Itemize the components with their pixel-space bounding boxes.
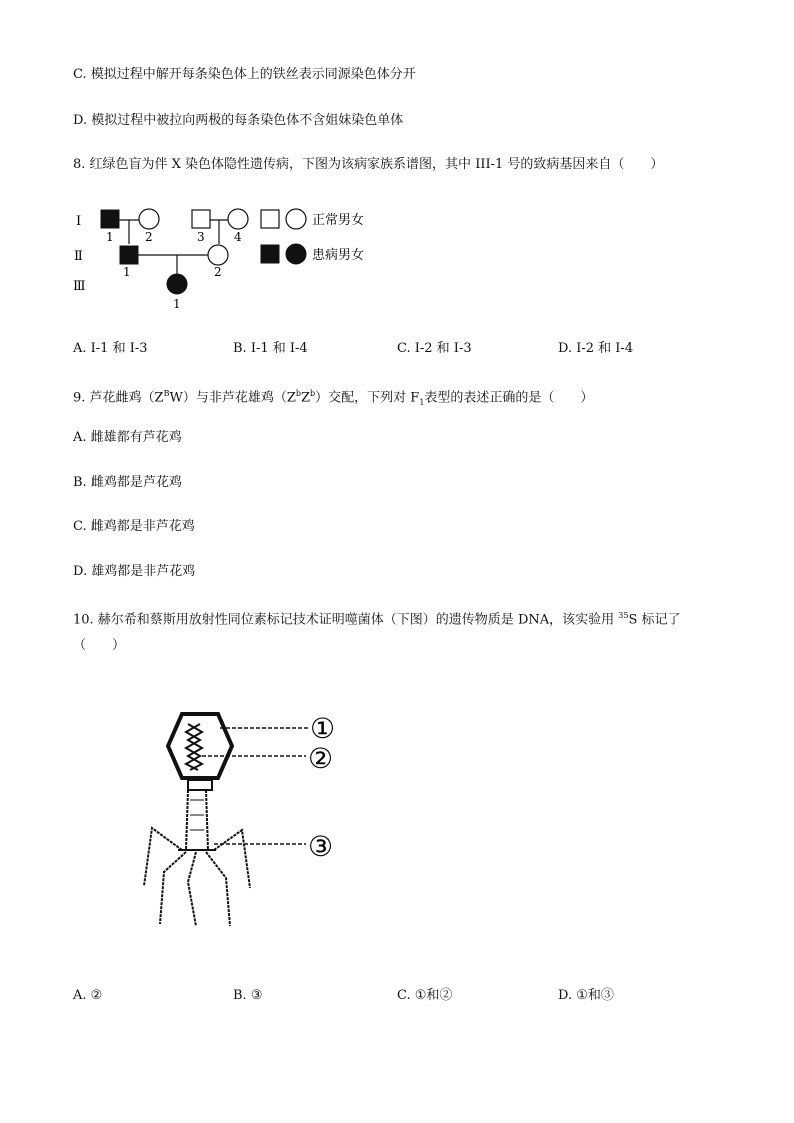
q9-stem-mid-1: W）与非芦花雄鸡（Z xyxy=(169,390,296,406)
pedigree-i4-normal-female xyxy=(228,209,248,229)
phage-figure xyxy=(130,700,360,940)
q10-sup: 35 xyxy=(618,611,629,620)
q9-stem-mid-3: ）交配，下列对 F xyxy=(315,390,420,406)
generation-label-i: Ⅰ xyxy=(76,214,82,229)
q9-sup-1: B xyxy=(163,389,170,398)
pedigree-iii1-affected-female xyxy=(167,274,187,294)
q7-option-d: D. 模拟过程中被拉向两极的每条染色体不含姐妹染色单体 xyxy=(73,113,404,128)
legend-normal-label: 正常男女 xyxy=(312,213,365,228)
phage-label-3: ③ xyxy=(308,830,334,863)
pedigree-i2-normal-female xyxy=(139,209,159,229)
label-i3: 3 xyxy=(197,230,205,244)
q9-option-c: C. 雌鸡都是非芦花鸡 xyxy=(73,519,195,534)
q9-stem-mid-2: Z xyxy=(301,390,311,406)
generation-label-iii: Ⅲ xyxy=(73,279,86,294)
legend-normal-female xyxy=(286,209,306,229)
pedigree-i3-normal-male xyxy=(192,210,210,228)
q9-stem-pre: 9. 芦花雌鸡（Z xyxy=(73,390,164,406)
q8-stem: 8. 红绿色盲为伴 X 染色体隐性遗传病，下图为该病家族系谱图，其中 III-1 号的致病基因来自（ ） xyxy=(73,157,664,172)
q10-stem-line2: （ ） xyxy=(73,638,126,653)
q10-stem xyxy=(73,607,681,629)
phage-tail-fibers xyxy=(144,828,182,886)
q9-option-a: A. 雌雄都有芦花鸡 xyxy=(73,430,182,445)
pedigree-ii1-affected-male xyxy=(120,246,138,264)
label-ii1: 1 xyxy=(123,265,131,279)
q10-option-a: A. ② xyxy=(73,988,103,1003)
phage-dna-helix xyxy=(188,724,202,770)
q10-option-b: B. ③ xyxy=(233,988,263,1003)
legend-affected-female xyxy=(286,244,306,264)
q8-option-b: B. I-1 和 I-4 xyxy=(233,341,308,356)
label-i4: 4 xyxy=(234,230,242,244)
legend-affected-label: 患病男女 xyxy=(312,248,365,263)
q9-sup-2: b xyxy=(295,389,301,398)
label-ii2: 2 xyxy=(214,265,222,279)
q9-option-b: B. 雌鸡都是芦花鸡 xyxy=(73,475,182,490)
q8-option-c: C. I-2 和 I-3 xyxy=(397,341,472,356)
q8-option-a: A. I-1 和 I-3 xyxy=(73,341,148,356)
q10-stem-pre: 10. 赫尔希和蔡斯用放射性同位素标记技术证明噬菌体（下图）的遗传物质是 DNA，该实验用 xyxy=(73,612,619,628)
label-iii1: 1 xyxy=(173,297,181,311)
q10-option-d: D. ①和③ xyxy=(558,988,614,1003)
phage-label-1: ① xyxy=(310,712,336,745)
q9-stem xyxy=(73,385,593,412)
legend-normal-male xyxy=(261,210,279,228)
pedigree-ii2-normal-female xyxy=(208,245,228,265)
q9-stem-post: 表型的表述正确的是（ ） xyxy=(424,390,594,406)
q8-option-d: D. I-2 和 I-4 xyxy=(558,341,634,356)
q9-sub-1: 1 xyxy=(419,397,425,407)
q10-stem-post: S 标记了 xyxy=(628,612,681,628)
generation-label-ii: Ⅱ xyxy=(74,249,83,264)
pedigree-i1-affected-male xyxy=(101,210,119,228)
phage-label-2: ② xyxy=(308,742,334,775)
label-i2: 2 xyxy=(145,230,153,244)
q10-option-c: C. ①和② xyxy=(397,988,453,1003)
legend-affected-male xyxy=(261,245,279,263)
label-i1: 1 xyxy=(106,230,114,244)
pedigree-chart xyxy=(60,198,400,313)
q7-option-c: C. 模拟过程中解开每条染色体上的铁丝表示同源染色体分开 xyxy=(73,67,416,82)
q9-option-d: D. 雄鸡都是非芦花鸡 xyxy=(73,564,196,579)
q9-sup-3: b xyxy=(310,389,316,398)
